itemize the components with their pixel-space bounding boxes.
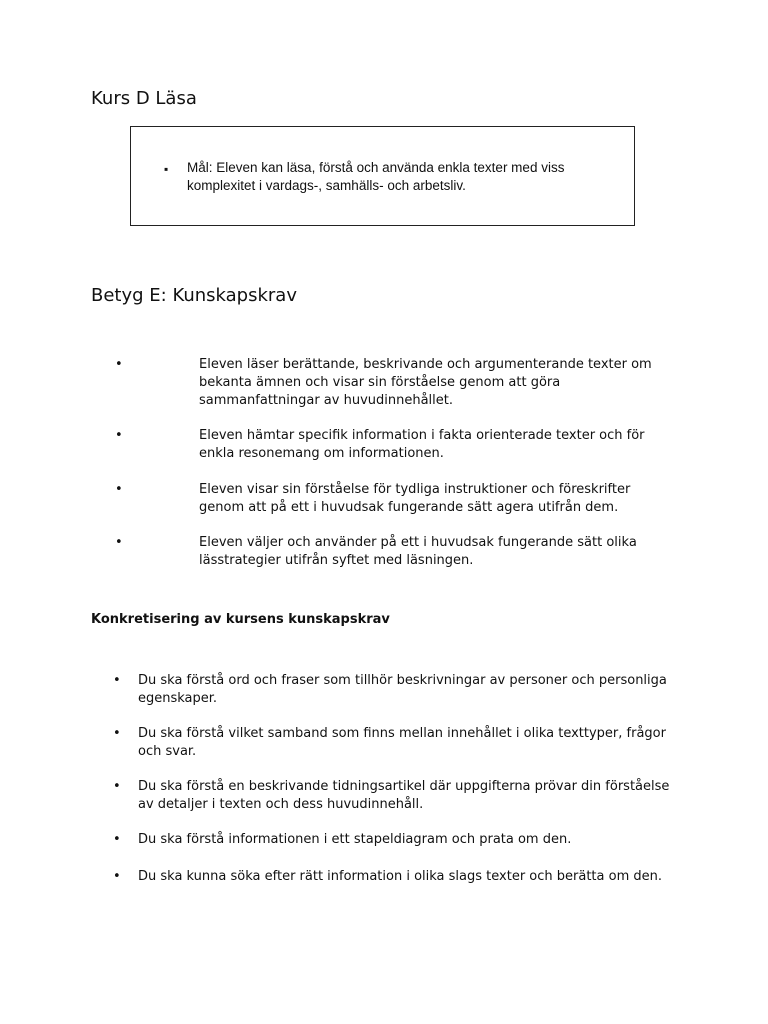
concretization-bullet: • — [113, 869, 121, 884]
goal-box — [130, 126, 635, 226]
requirement-bullet: • — [115, 482, 123, 497]
grade-title: Betyg E: Kunskapskrav — [91, 285, 297, 306]
goal-text: Mål: Eleven kan läsa, förstå och använda enkla texter med viss komplexitet i vardags-, samhälls- och arbetsliv. — [187, 160, 565, 193]
requirement-bullet: • — [115, 428, 123, 443]
concretization-bullet: • — [113, 779, 121, 794]
concretization-text: Du ska förstå vilket samband som finns mellan innehållet i olika texttyper, frågor och svar. — [138, 726, 666, 759]
concretization-bullet: • — [113, 726, 121, 741]
concretization-bullet: • — [113, 673, 121, 688]
requirement-bullet: • — [115, 357, 123, 372]
requirement-text: Eleven väljer och använder på ett i huvudsak fungerande sätt olika lässtrategier utifrån syftet med läsningen. — [199, 535, 637, 568]
concretization-text: Du ska förstå en beskrivande tidningsartikel där uppgifterna prövar din förståelse av detaljer i texten och dess huvudinnehåll. — [138, 779, 670, 812]
course-title: Kurs D Läsa — [91, 88, 197, 109]
requirement-text: Eleven hämtar specifik information i fakta orienterade texter och för enkla resonemang om informationen. — [199, 428, 645, 461]
concretization-text: Du ska kunna söka efter rätt information i olika slags texter och berätta om den. — [138, 869, 662, 884]
concretization-text: Du ska förstå ord och fraser som tillhör beskrivningar av personer och personliga egenskaper. — [138, 673, 667, 706]
concretization-title: Konkretisering av kursens kunskapskrav — [91, 612, 390, 627]
goal-bullet: ▪ — [164, 162, 169, 176]
requirement-text: Eleven visar sin förståelse för tydliga instruktioner och föreskrifter genom att på ett i huvudsak fungerande sätt agera utifrån dem. — [199, 482, 631, 515]
concretization-text: Du ska förstå informationen i ett stapeldiagram och prata om den. — [138, 832, 572, 847]
requirement-bullet: • — [115, 535, 123, 550]
requirement-text: Eleven läser berättande, beskrivande och argumenterande texter om bekanta ämnen och visar sin förståelse genom att göra sammanfattningar av huvudinnehållet. — [199, 357, 652, 408]
concretization-bullet: • — [113, 832, 121, 847]
